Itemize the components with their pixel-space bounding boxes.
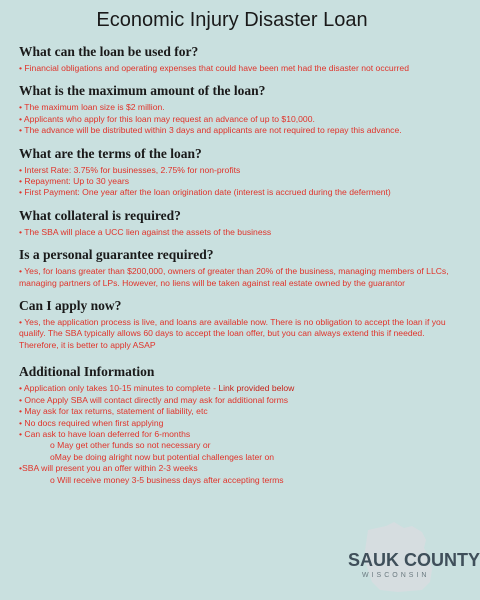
logo-subtitle: WISCONSIN [362,572,430,579]
section-heading: Is a personal guarantee required? [19,247,214,263]
list-item: • Yes, for loans greater than $200,000, owners of greater than 20% of the business, managing members of LLCs, managing partners of LPs. However, no liens will be taken against real estate owned by the guarantor [19,266,449,288]
section-heading: What collateral is required? [19,207,181,223]
section-apply-now [19,298,459,351]
list-item: • The maximum loan size is $2 million. [19,102,165,113]
sub-list-item: o May get other funds so not necessary or [50,440,211,451]
section-heading: What is the maximum amount of the loan? [19,83,266,99]
section-heading: Additional Information [19,364,155,380]
section-loan-use [19,44,459,74]
section-guarantee [19,247,459,289]
list-item: • Yes, the application process is live, and loans are available now. There is no obligation to accept the loan if you qualify. The SBA typically allows 60 days to accept the loan offer, but you can always extend this if needed. Therefore, it is better to apply ASAP [19,317,446,350]
sauk-county-logo [340,518,480,600]
page-title: Economic Injury Disaster Loan [96,9,368,31]
list-item: • First Payment: One year after the loan origination date (interest is accrued during the deferment) [19,187,391,198]
section-heading: What are the terms of the loan? [19,145,202,161]
section-heading: Can I apply now? [19,298,122,314]
section-heading: What can the loan be used for? [19,44,199,59]
section-additional-info [19,364,459,486]
section-max-amount [19,83,459,136]
list-item: • Repayment: Up to 30 years [19,176,130,187]
list-item: • Can ask to have loan deferred for 6-months [19,428,191,439]
list-item: • No docs required when first applying [19,417,164,428]
sub-list-item: o Will receive money 3-5 business days after accepting terms [50,474,284,485]
list-item: • Once Apply SBA will contact directly and may ask for additional forms [19,394,289,405]
list-item: • Financial obligations and operating expenses that could have been met had the disaster not occurred [19,63,409,73]
content-area [19,44,459,495]
list-item: • Applicants who apply for this loan may request an advance of up to $10,000. [19,113,315,124]
section-collateral [19,208,459,238]
list-item: • Interst Rate: 3.75% for businesses, 2.75% for non-profits [19,164,241,175]
item-text: • Application only takes 10-15 minutes to complete - [19,383,219,394]
sub-list-item: oMay be doing alright now but potential challenges later on [50,451,275,462]
link-provided-below[interactable]: Link provided below [218,383,295,394]
section-terms [19,146,459,199]
list-item: • The SBA will place a UCC lien against the assets of the business [19,226,272,237]
list-item: • May ask for tax returns, statement of liability, etc [19,406,208,417]
logo-name: SAUK COUNTY [348,550,480,570]
list-item [19,383,459,394]
list-item: • The advance will be distributed within 3 days and applicants are not required to repay this advance. [19,125,402,136]
list-item: •SBA will present you an offer within 2-3 weeks [19,463,198,474]
